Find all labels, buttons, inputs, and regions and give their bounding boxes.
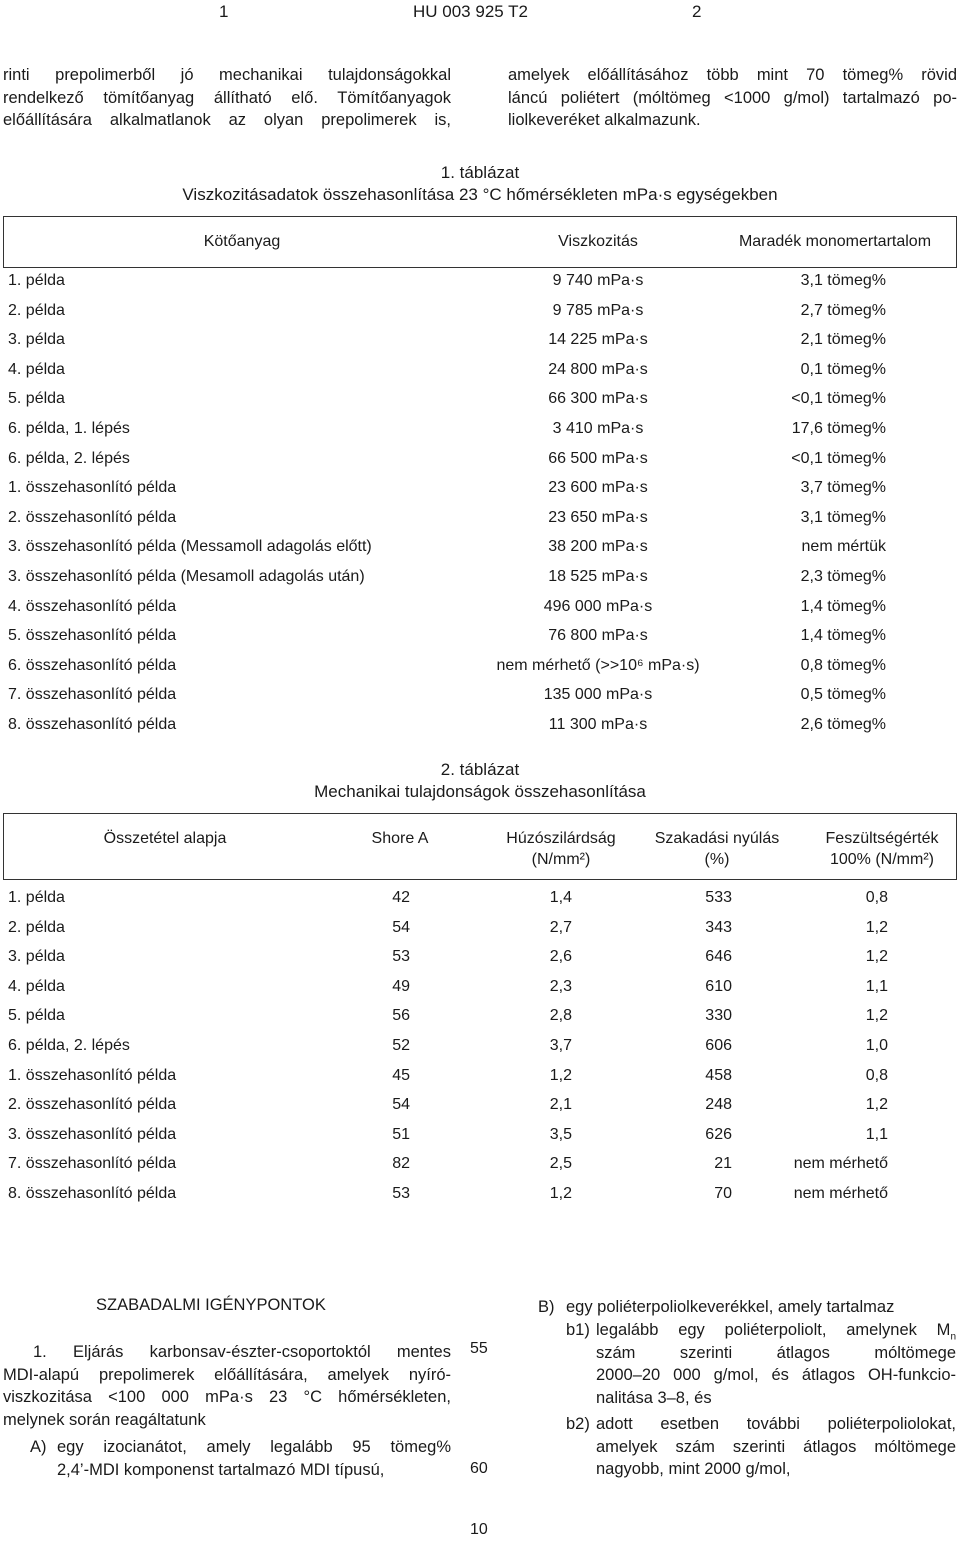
- t1-cell-monomer: <0,1 tömeg%: [791, 390, 886, 407]
- t2-cell-tensile: 2,1: [549, 1096, 572, 1113]
- t1-cell-monomer: 1,4 tömeg%: [800, 598, 886, 615]
- t2-cell-elongation: 610: [705, 978, 732, 995]
- t2-cell-composition: 8. összehasonlító példa: [8, 1185, 177, 1202]
- t2-cell-composition: 7. összehasonlító példa: [8, 1155, 177, 1172]
- t1-cell-binder: 4. összehasonlító példa: [8, 598, 177, 615]
- intro-right-line: láncú poliétert (móltömeg <1000 g/mol) tartalmazó po-: [508, 88, 957, 107]
- t1-cell-monomer: 1,4 tömeg%: [800, 627, 886, 644]
- item-a-line: egy izocianátot, amely legalább 95 tömeg%: [57, 1438, 451, 1456]
- t2-cell-shore: 53: [392, 948, 410, 965]
- intro-right-line: liolkeveréket alkalmazunk.: [508, 111, 701, 129]
- footer-page-number: 10: [470, 1521, 488, 1538]
- table2-label: 2. táblázat: [440, 760, 520, 779]
- claim1-line: 1. Eljárás karbonsav-észter-csoportoktól mentes: [33, 1343, 451, 1361]
- t2-cell-elongation: 533: [705, 889, 732, 906]
- t1-cell-binder: 3. példa: [8, 331, 65, 348]
- item-a-line: 2,4’-MDI komponenst tartalmazó MDI típusú,: [57, 1460, 385, 1479]
- t2-cell-shore: 82: [392, 1155, 410, 1172]
- table2-title: Mechanikai tulajdonságok összehasonlítása: [314, 782, 646, 801]
- t1-cell-viscosity: 66 300 mPa·s: [548, 390, 648, 407]
- t1-cell-viscosity: 135 000 mPa·s: [543, 686, 653, 703]
- b2-label: b2): [566, 1415, 590, 1433]
- t2-cell-elongation: 70: [714, 1185, 732, 1202]
- t1-cell-monomer: <0,1 tömeg%: [791, 450, 886, 467]
- t2-cell-modulus: nem mérhető: [793, 1185, 888, 1202]
- claim1-block: [3, 1341, 451, 1431]
- t1-cell-binder: 2. példa: [8, 302, 65, 319]
- b1-first-line: [596, 1319, 956, 1342]
- t2-cell-shore: 54: [392, 1096, 410, 1113]
- t1-cell-viscosity: 496 000 mPa·s: [543, 598, 653, 615]
- t1-cell-viscosity: 24 800 mPa·s: [548, 361, 648, 378]
- t2-cell-tensile: 3,5: [549, 1126, 572, 1143]
- t2-cell-elongation: 606: [705, 1037, 732, 1054]
- t1-cell-monomer: 0,8 tömeg%: [800, 657, 886, 674]
- t2-cell-elongation: 626: [705, 1126, 732, 1143]
- t2-cell-composition: 6. példa, 2. lépés: [8, 1037, 130, 1054]
- t2-cell-modulus: 1,2: [865, 919, 888, 936]
- table2-header-tensile-line1: Húzószilárdság: [506, 830, 616, 847]
- t2-cell-composition: 3. példa: [8, 948, 65, 965]
- t1-cell-viscosity: 14 225 mPa·s: [548, 331, 648, 348]
- t2-cell-tensile: 2,6: [549, 948, 572, 965]
- table2-header-modulus-unit: 100% (N/mm²): [829, 851, 934, 868]
- t1-cell-binder: 6. példa, 2. lépés: [8, 450, 130, 467]
- t1-cell-binder: 2. összehasonlító példa: [8, 509, 177, 526]
- item-b-text: egy poliéterpoliolkeverékkel, amely tartalmaz: [566, 1298, 895, 1316]
- t2-cell-modulus: 1,2: [865, 1096, 888, 1113]
- t1-cell-binder: 3. összehasonlító példa (Messamoll adagolás előtt): [8, 538, 372, 555]
- b1-block: [596, 1319, 956, 1409]
- table1-header-viscosity: Viszkozitás: [558, 233, 638, 250]
- t1-cell-binder: 5. összehasonlító példa: [8, 627, 177, 644]
- t2-cell-modulus: 1,1: [865, 1126, 888, 1143]
- t2-cell-composition: 2. összehasonlító példa: [8, 1096, 177, 1113]
- b1-line: nalitása 3–8, és: [596, 1388, 712, 1407]
- t1-cell-viscosity: 23 600 mPa·s: [548, 479, 648, 496]
- left-page-number: 1: [219, 2, 229, 21]
- t1-cell-monomer: 3,7 tömeg%: [800, 479, 886, 496]
- intro-left-line: rinti prepolimerből jó mechanikai tulajdonságokkal: [3, 66, 451, 84]
- table1-label: 1. táblázat: [440, 163, 520, 182]
- table2-header-elongation-unit: (%): [704, 851, 730, 868]
- t1-cell-viscosity: 18 525 mPa·s: [548, 568, 648, 585]
- t1-cell-viscosity: 11 300 mPa·s: [548, 716, 648, 733]
- t1-cell-binder: 6. összehasonlító példa: [8, 657, 177, 674]
- b2-line: adott esetben további poliéterpoliolokat,: [596, 1415, 956, 1433]
- t1-cell-monomer: 0,5 tömeg%: [800, 686, 886, 703]
- t2-cell-composition: 3. összehasonlító példa: [8, 1126, 177, 1143]
- t2-cell-shore: 52: [392, 1037, 410, 1054]
- t1-cell-viscosity: 76 800 mPa·s: [548, 627, 648, 644]
- t1-cell-binder: 8. összehasonlító példa: [8, 716, 177, 733]
- t2-cell-tensile: 1,2: [549, 1185, 572, 1202]
- b1-line: szám szerinti átlagos móltömege: [596, 1343, 956, 1362]
- b1-label: b1): [566, 1321, 590, 1339]
- intro-right-column: [508, 64, 957, 132]
- t2-cell-composition: 1. példa: [8, 889, 65, 906]
- item-a-label: A): [30, 1438, 47, 1456]
- t2-cell-tensile: 2,7: [549, 919, 572, 936]
- table2-header-elongation-line1: Szakadási nyúlás: [654, 830, 780, 847]
- item-b-label: B): [538, 1298, 555, 1316]
- table2-header-modulus: [806, 830, 958, 869]
- t2-cell-modulus: 0,8: [865, 1067, 888, 1084]
- t2-cell-tensile: 3,7: [549, 1037, 572, 1054]
- t1-cell-monomer: 0,1 tömeg%: [800, 361, 886, 378]
- b1-line-text: legalább egy poliéterpoliolt, amelynek M: [596, 1321, 951, 1339]
- t2-cell-tensile: 2,3: [549, 978, 572, 995]
- t1-cell-monomer: 3,1 tömeg%: [800, 509, 886, 526]
- line-number-55: 55: [470, 1340, 488, 1357]
- t1-cell-monomer: 3,1 tömeg%: [800, 272, 886, 289]
- t1-cell-monomer: 2,7 tömeg%: [800, 302, 886, 319]
- t2-cell-shore: 56: [392, 1007, 410, 1024]
- table2-header-shore: Shore A: [371, 830, 429, 847]
- t1-cell-monomer: nem mértük: [801, 538, 886, 555]
- t2-cell-elongation: 458: [705, 1067, 732, 1084]
- b2-line: nagyobb, mint 2000 g/mol,: [596, 1460, 791, 1478]
- t1-cell-viscosity: 3 410 mPa·s: [552, 420, 644, 437]
- table2-header-elongation: [642, 830, 792, 869]
- t2-cell-shore: 42: [392, 889, 410, 906]
- right-page-number: 2: [692, 2, 702, 21]
- b1-subscript: n: [950, 1331, 956, 1343]
- intro-left-column: [3, 64, 451, 132]
- t2-cell-shore: 49: [392, 978, 410, 995]
- t2-cell-composition: 1. összehasonlító példa: [8, 1067, 177, 1084]
- table1-header-monomer: Maradék monomertartalom: [738, 233, 932, 250]
- t2-cell-tensile: 2,5: [549, 1155, 572, 1172]
- table1-header-binder: Kötőanyag: [203, 233, 281, 250]
- t2-cell-modulus: 1,1: [865, 978, 888, 995]
- t2-cell-elongation: 646: [705, 948, 732, 965]
- b2-block: [596, 1413, 956, 1481]
- item-a-block: [57, 1436, 451, 1481]
- intro-left-line: rendelkező tömítőanyag állítható elő. Tömítőanyagok: [3, 88, 451, 107]
- t1-cell-monomer: 2,3 tömeg%: [800, 568, 886, 585]
- t2-cell-elongation: 330: [705, 1007, 732, 1024]
- t2-cell-elongation: 248: [705, 1096, 732, 1113]
- t1-cell-viscosity: 9 785 mPa·s: [552, 302, 644, 319]
- t1-cell-viscosity: nem mérhető (>>10⁶ mPa·s): [496, 657, 700, 674]
- t2-cell-tensile: 1,4: [549, 889, 572, 906]
- table2-header-tensile: [478, 830, 644, 869]
- t1-cell-binder: 1. összehasonlító példa: [8, 479, 177, 496]
- t1-cell-viscosity: 66 500 mPa·s: [548, 450, 648, 467]
- t2-cell-modulus: 1,2: [865, 1007, 888, 1024]
- claims-heading: SZABADALMI IGÉNYPONTOK: [96, 1296, 326, 1314]
- line-number-60: 60: [470, 1460, 488, 1477]
- t1-cell-binder: 6. példa, 1. lépés: [8, 420, 130, 437]
- claim1-line: viszkozitása <100 000 mPa·s 23 °C hőmérsékleten,: [3, 1388, 451, 1406]
- t1-cell-viscosity: 9 740 mPa·s: [552, 272, 644, 289]
- intro-right-line: amelyek előállításához több mint 70 tömeg% rövid: [508, 66, 957, 84]
- t2-cell-shore: 53: [392, 1185, 410, 1202]
- claim1-line: melynek során reagáltatunk: [3, 1410, 206, 1429]
- t2-cell-tensile: 1,2: [549, 1067, 572, 1084]
- t1-cell-binder: 5. példa: [8, 390, 65, 407]
- intro-left-line: előállítására alkalmatlanok az olyan prepolimerek is,: [3, 111, 451, 129]
- t1-cell-monomer: 17,6 tömeg%: [791, 420, 886, 437]
- t1-cell-monomer: 2,1 tömeg%: [800, 331, 886, 348]
- t1-cell-viscosity: 23 650 mPa·s: [548, 509, 648, 526]
- t2-cell-composition: 2. példa: [8, 919, 65, 936]
- t2-cell-modulus: 1,0: [865, 1037, 888, 1054]
- claim1-line: MDI-alapú prepolimerek előállítására, amelyek nyíró-: [3, 1365, 451, 1384]
- t1-cell-monomer: 2,6 tömeg%: [800, 716, 886, 733]
- t2-cell-shore: 54: [392, 919, 410, 936]
- t2-cell-modulus: 0,8: [865, 889, 888, 906]
- table1-title: Viszkozitásadatok összehasonlítása 23 °C hőmérsékleten mPa·s egységekben: [182, 185, 778, 204]
- t1-cell-viscosity: 38 200 mPa·s: [548, 538, 648, 555]
- document-id: HU 003 925 T2: [413, 2, 528, 21]
- table2-header-composition: Összetétel alapja: [103, 830, 227, 847]
- b1-line: 2000–20 000 g/mol, és átlagos OH-funkcio-: [596, 1366, 956, 1384]
- t2-cell-shore: 45: [392, 1067, 410, 1084]
- table2-header-modulus-line1: Feszültségérték: [825, 830, 939, 847]
- t2-cell-elongation: 21: [714, 1155, 732, 1172]
- t2-cell-composition: 5. példa: [8, 1007, 65, 1024]
- t2-cell-shore: 51: [392, 1126, 410, 1143]
- t1-cell-binder: 3. összehasonlító példa (Mesamoll adagolás után): [8, 568, 365, 585]
- t2-cell-modulus: nem mérhető: [793, 1155, 888, 1172]
- t1-cell-binder: 4. példa: [8, 361, 65, 378]
- t1-cell-binder: 1. példa: [8, 272, 65, 289]
- table2-header-tensile-unit: (N/mm²): [531, 851, 591, 868]
- t2-cell-elongation: 343: [705, 919, 732, 936]
- t2-cell-composition: 4. példa: [8, 978, 65, 995]
- t2-cell-modulus: 1,2: [865, 948, 888, 965]
- t1-cell-binder: 7. összehasonlító példa: [8, 686, 177, 703]
- t2-cell-tensile: 2,8: [549, 1007, 572, 1024]
- b2-line: amelyek szám szerinti átlagos móltömege: [596, 1437, 956, 1456]
